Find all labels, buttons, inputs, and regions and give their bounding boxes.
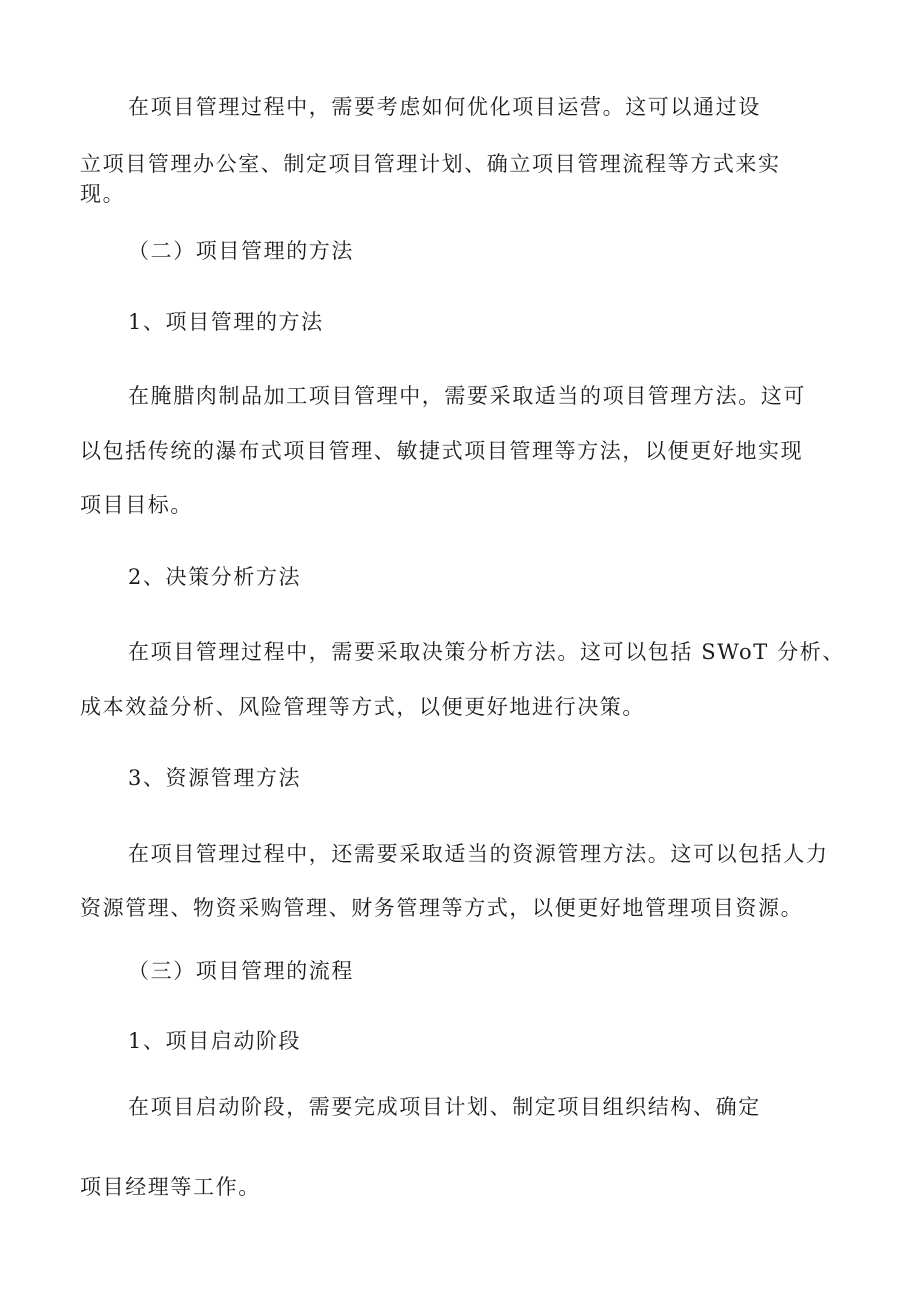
paragraph-resource-line-1: 在项目管理过程中，还需要采取适当的资源管理方法。这可以包括人力	[128, 842, 829, 866]
paragraph-optimize-line-2: 立项目管理办公室、制定项目管理计划、确立项目管理流程等方式来实	[80, 152, 781, 176]
paragraph-resource-line-2: 资源管理、物资采购管理、财务管理等方式，以便更好地管理项目资源。	[80, 896, 804, 920]
paragraph-decision-line-1: 在项目管理过程中，需要采取决策分析方法。这可以包括 SWoT 分析、	[128, 640, 845, 664]
paragraph-initiation-line-1: 在项目启动阶段，需要完成项目计划、制定项目组织结构、确定	[128, 1095, 761, 1119]
paragraph-initiation-line-2: 项目经理等工作。	[80, 1175, 261, 1199]
paragraph-optimize-line-1: 在项目管理过程中，需要考虑如何优化项目运营。这可以通过设	[128, 95, 761, 119]
section-heading-methods: （二）项目管理的方法	[128, 239, 354, 263]
subheading-resource-management: 3、资源管理方法	[128, 766, 302, 790]
paragraph-methods-line-1: 在腌腊肉制品加工项目管理中，需要采取适当的项目管理方法。这可	[128, 384, 806, 408]
subheading-project-initiation: 1、项目启动阶段	[128, 1029, 302, 1053]
paragraph-methods-line-3: 项目目标。	[80, 493, 193, 517]
subheading-decision-analysis: 2、决策分析方法	[128, 565, 302, 589]
paragraph-decision-line-2: 成本效益分析、风险管理等方式，以便更好地进行决策。	[80, 695, 645, 719]
paragraph-optimize-line-3: 现。	[80, 182, 126, 206]
subheading-project-management-methods: 1、项目管理的方法	[128, 310, 324, 334]
paragraph-methods-line-2: 以包括传统的瀑布式项目管理、敏捷式项目管理等方法，以便更好地实现	[80, 439, 804, 463]
section-heading-process: （三）项目管理的流程	[128, 959, 354, 983]
